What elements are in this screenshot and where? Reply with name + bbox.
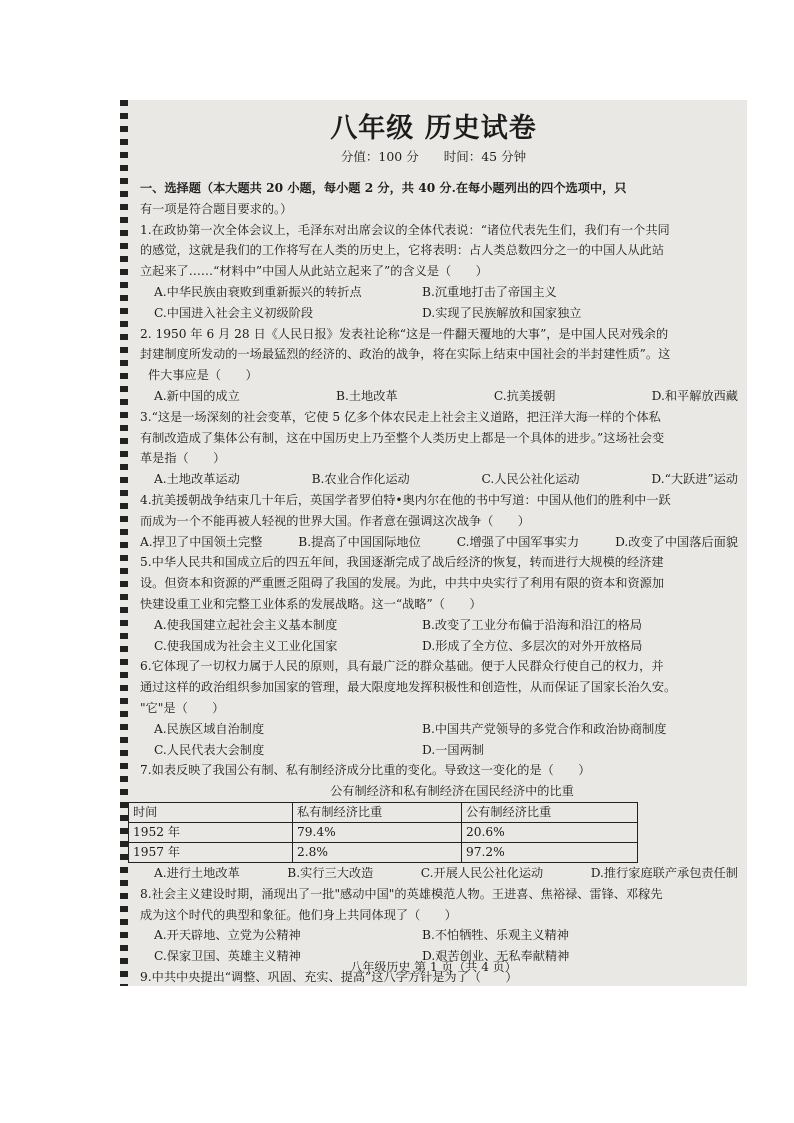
q5-option-b[interactable]: B.改变了工业分布偏于沿海和沿江的格局	[422, 617, 643, 632]
q7-economy-table	[128, 802, 638, 863]
q5-option-c[interactable]: C.使我国成为社会主义工业化国家	[154, 638, 338, 653]
q4-stem: 4.抗美援朝战争结束几十年后，英国学者罗伯特•奥内尔在他的书中写道：中国从他们的胜利中一跃	[140, 492, 671, 507]
q2-stem: 件大事应是（ ）	[148, 368, 258, 383]
q1-option-a[interactable]: A.中华民族由衰败到重新振兴的转折点	[154, 284, 362, 299]
exam-paper	[120, 100, 747, 986]
q8-option-d[interactable]: D.艰苦创业、无私奉献精神	[422, 949, 570, 964]
q6-option-d[interactable]: D.一国两制	[422, 742, 484, 757]
binding-holes	[120, 100, 128, 986]
q6-stem: "它"是（ ）	[140, 700, 225, 715]
q4-option-d[interactable]: D.改变了中国落后面貌	[615, 534, 738, 549]
q5-option-d[interactable]: D.形成了全方位、多层次的对外开放格局	[422, 638, 643, 653]
q6-option-c[interactable]: C.人民代表大会制度	[154, 742, 265, 757]
q1-stem: 的感觉，这就是我们的工作将写在人类的历史上，它将表明：占人类总数四分之一的中国人从此站	[140, 243, 665, 258]
q3-option-c[interactable]: C.人民公社化运动	[481, 472, 580, 487]
table-header-cell: 公有制经济比重	[462, 802, 638, 822]
q4-option-c[interactable]: C.增强了中国军事实力	[456, 534, 580, 549]
q7-option-b[interactable]: B.实行三大改造	[287, 865, 374, 880]
q1-option-d[interactable]: D.实现了民族解放和国家独立	[422, 305, 582, 320]
section-heading-cont: 有一项是符合题目要求的。）	[140, 201, 293, 216]
q6-option-a[interactable]: A.民族区域自治制度	[154, 721, 265, 736]
q7-table-caption: 公有制经济和私有制经济在国民经济中的比重	[330, 784, 574, 799]
page-footer: 八年级历史 第 1 页（共 4 页）	[350, 960, 517, 974]
score-time-info: 分值：100 分 时间：45 分钟	[340, 149, 527, 164]
q8-stem: 8.社会主义建设时期，涌现出了一批"感动中国"的英雄模范人物。王进喜、焦裕禄、雷锋、邓稼先	[140, 886, 663, 901]
q8-option-c[interactable]: C.保家卫国、英雄主义精神	[154, 949, 301, 964]
q5-options	[140, 636, 744, 657]
q5-stem: 快建设重工业和完整工业体系的发展战略。这一“战略”（ ）	[140, 596, 482, 611]
q4-options	[140, 532, 744, 553]
section-heading: 一、选择题（本大题共 20 小题，每小题 2 分，共 40 分.在每小题列出的四个选项中，只	[140, 181, 627, 195]
q7-option-d[interactable]: D.推行家庭联产承包责任制	[590, 865, 738, 880]
q3-option-a[interactable]: A.土地改革运动	[154, 472, 240, 487]
table-row	[129, 822, 638, 842]
q5-stem: 设。但资本和资源的严重匮乏阻碍了我国的发展。为此，中共中央实行了利用有限的资本和资源加	[140, 576, 665, 591]
table-cell: 20.6%	[462, 822, 638, 842]
q3-stem: 革是指（ ）	[140, 451, 226, 466]
table-cell: 1957 年	[129, 842, 293, 862]
q2-option-a[interactable]: A.新中国的成立	[154, 388, 240, 403]
q3-option-d[interactable]: D.“大跃进”运动	[651, 472, 738, 487]
table-header-cell: 时间	[129, 802, 293, 822]
q6-option-b[interactable]: B.中国共产党领导的多党合作和政治协商制度	[422, 721, 667, 736]
q6-options	[140, 719, 744, 740]
q2-stem: 封建制度所发动的一场最猛烈的经济的、政治的战争，将在实际上结束中国社会的半封建性质”。这	[140, 347, 671, 362]
table-cell: 2.8%	[293, 842, 462, 862]
table-row	[129, 842, 638, 862]
q8-option-b[interactable]: B.不怕牺牲、乐观主义精神	[422, 928, 569, 943]
question-area	[133, 178, 744, 986]
q2-option-d[interactable]: D.和平解放西藏	[651, 388, 738, 403]
q5-options	[140, 615, 744, 636]
paper-title: 八年级 历史试卷	[330, 113, 537, 144]
q1-options	[140, 282, 744, 303]
q6-stem: 6.它体现了一切权力属于人民的原则，具有最广泛的群众基础。便于人民群众行使自己的权力，并	[140, 659, 664, 674]
table-header-cell: 私有制经济比重	[293, 802, 462, 822]
q6-stem: 通过这样的政治组织参加国家的管理，最大限度地发挥积极性和创造性，从而保证了国家长治久安。	[140, 680, 677, 695]
q1-option-b[interactable]: B.沉重地打击了帝国主义	[422, 284, 557, 299]
q8-options	[140, 925, 744, 946]
table-header-row	[129, 802, 638, 822]
table-cell: 1952 年	[129, 822, 293, 842]
q1-options	[140, 303, 744, 324]
q9-stem: 9.中共中央提出“调整、巩固、充实、提高”这八字方针是为了（ ）	[140, 969, 518, 984]
q8-option-a[interactable]: A.开天辟地、立党为公精神	[154, 928, 301, 943]
q2-stem: 2. 1950 年 6 月 28 日《人民日报》发表社论称“这是一件翻天覆地的大事”，是中国人民对残余的	[140, 326, 669, 341]
q3-options	[140, 469, 744, 490]
q7-stem: 7.如表反映了我国公有制、私有制经济成分比重的变化。导致这一变化的是（ ）	[140, 763, 591, 778]
q5-option-a[interactable]: A.使我国建立起社会主义基本制度	[154, 617, 338, 632]
q4-option-b[interactable]: B.提高了中国国际地位	[298, 534, 421, 549]
q4-stem: 而成为一个不能再被人轻视的世界大国。作者意在强调这次战争（ ）	[140, 513, 530, 528]
q1-stem: 1.在政协第一次全体会议上，毛泽东对出席会议的全体代表说：“诸位代表先生们，我们有一个共同	[140, 222, 670, 237]
q1-stem: 立起来了……“材料中”中国人从此站立起来了”的含义是（ ）	[140, 264, 488, 279]
q2-option-b[interactable]: B.土地改革	[336, 388, 398, 403]
q8-stem: 成为这个时代的典型和象征。他们身上共同体现了（ ）	[140, 907, 457, 922]
q4-option-a[interactable]: A.捍卫了中国领土完整	[140, 534, 263, 549]
q2-option-c[interactable]: C.抗美援朝	[493, 388, 556, 403]
q2-options	[140, 386, 744, 407]
q7-options	[140, 863, 744, 884]
q7-option-c[interactable]: C.开展人民公社化运动	[420, 865, 544, 880]
table-cell: 79.4%	[293, 822, 462, 842]
q7-option-a[interactable]: A.进行土地改革	[154, 865, 240, 880]
q5-stem: 5.中华人民共和国成立后的四五年间，我国逐渐完成了战后经济的恢复，转而进行大规模的经济建	[140, 555, 664, 570]
q3-stem: 有制改造成了集体公有制，这在中国历史上乃至整个人类历史上都是一个具体的进步。”这场社会变	[140, 430, 665, 445]
q3-stem: 3.“这是一场深刻的社会变革，它使 5 亿多个体农民走上社会主义道路，把汪洋大海一样的个体私	[140, 409, 661, 424]
q3-option-b[interactable]: B.农业合作化运动	[311, 472, 410, 487]
q6-options	[140, 740, 744, 761]
table-cell: 97.2%	[462, 842, 638, 862]
q1-option-c[interactable]: C.中国进入社会主义初级阶段	[154, 305, 314, 320]
